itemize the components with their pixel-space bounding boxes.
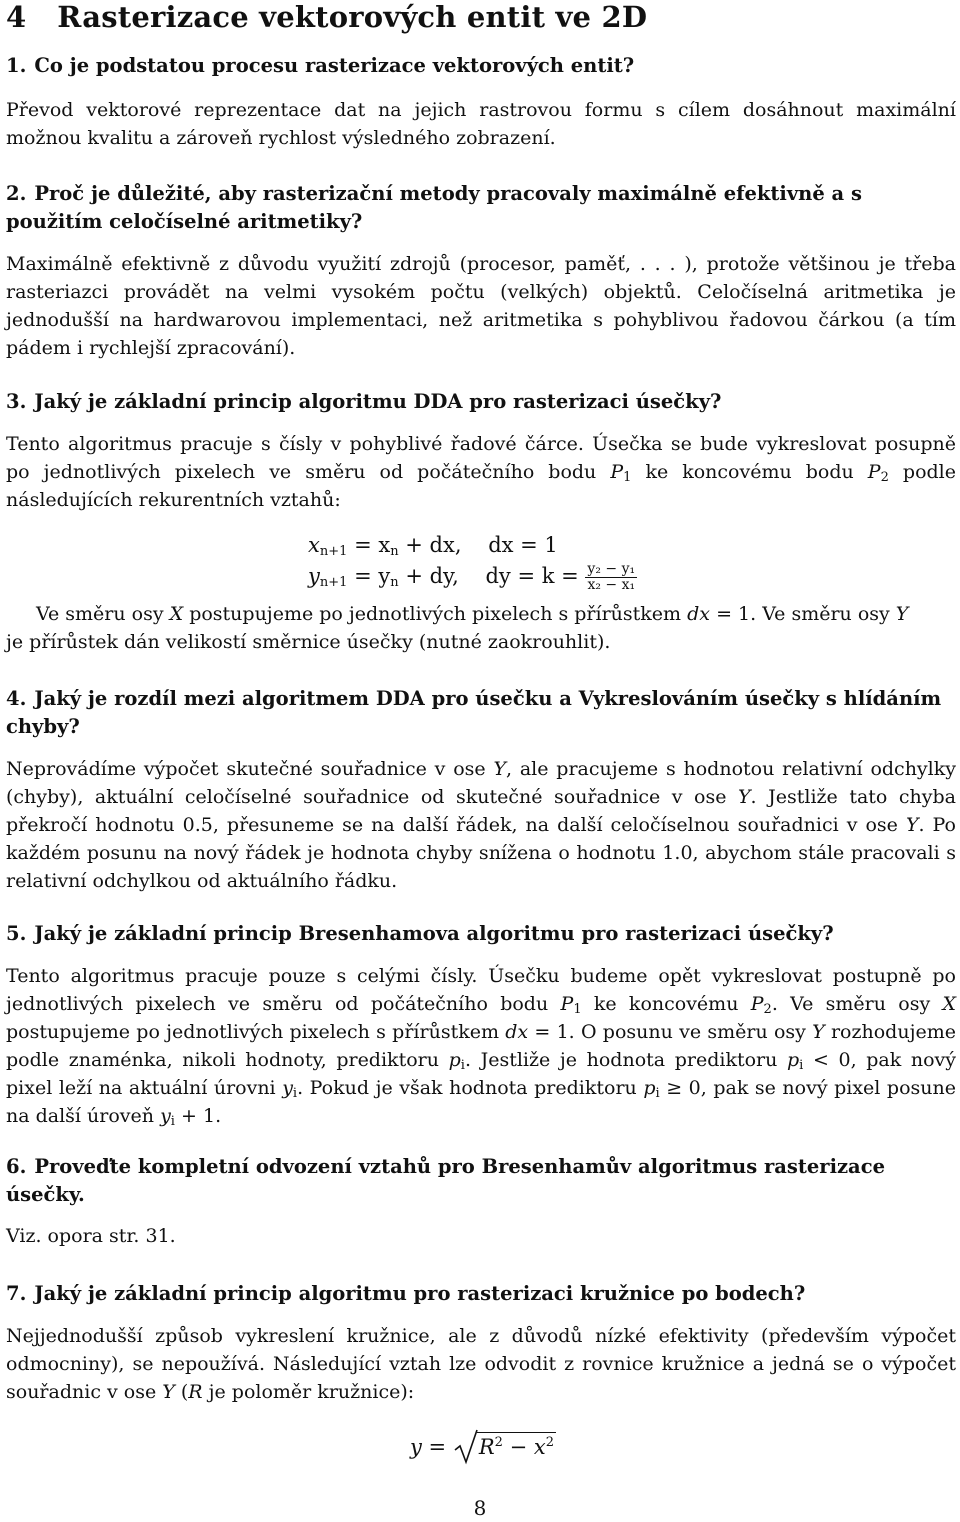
answer-5-text-k: + 1. [181,1105,222,1127]
answer-2 [6,250,956,362]
r-symbol: R [188,1381,203,1403]
sqrt-radicand [477,1432,556,1459]
eq2-lhs: y [308,564,320,588]
section-number: 4 [6,0,27,34]
answer-3-follow [36,600,956,628]
question-2-number: 2. [6,182,27,205]
eq1-rest: + dx, dx = 1 [405,533,558,557]
answer-4-text-c: . Jestliže tato chyba překročí hodnotu 0.5, přesuneme se na další řádek, na další celočíselnou souřadnici v ose [6,786,956,836]
yi-symbol-2: y [160,1105,171,1127]
circle-eq-lhs: y = [410,1435,447,1459]
circle-eq-r: R [478,1435,495,1459]
answer-7-paren: ( [180,1381,189,1403]
question-2-text: Proč je důležité, aby rasterizační metody pracovaly maximálně efektivně a s použitím celočíselné aritmetiky? [6,182,862,233]
answer-4-text-a: Neprovádíme výpočet skutečné souřadnice v ose [6,758,486,780]
p2-symbol: P [867,461,881,483]
y-symbol-q7: Y [162,1381,175,1403]
eq1-lhs: x [308,533,320,557]
question-6 [6,1153,956,1209]
p1-symbol-q5: P [560,993,574,1015]
p1-symbol: P [610,461,624,483]
answer-1 [6,96,956,152]
question-7-text: Jaký je základní princip algoritmu pro rasterizaci kružnice po bodech? [34,1282,806,1305]
answer-5-text-f: rozhodujeme podle znaménka, nikoli hodnoty, prediktoru [6,1021,956,1071]
answer-5-text-a: Tento algoritmus pracuje pouze s celými čísly. Úsečku budeme opět vykreslovat postupně po jednotlivých pixelech ve směru od počátečního bodu [6,965,956,1015]
question-4-number: 4. [6,687,27,710]
answer-1-text: Převod vektorové reprezentace dat na jejich rastrovou formu s cílem dosáhnout maximální možnou kvalitu a zároveň rychlost výsledného zobrazení. [6,99,956,149]
circle-eq-r-sup: 2 [494,1435,503,1450]
answer-3-follow-2 [6,628,956,656]
question-1 [6,52,956,80]
y-symbol-q5: Y [812,1021,825,1043]
follow-text-c: = 1. Ve směru osy [716,603,890,625]
eq1-rhs-sub: n [390,544,399,559]
answer-5-text-i: . Pokud je však hodnota prediktoru [297,1077,637,1099]
question-5-text: Jaký je základní princip Bresenhamova algoritmu pro rasterizaci úsečky? [34,922,834,945]
follow-text-b: postupujeme po jednotlivých pixelech s přírůstkem [189,603,682,625]
p1-sub: 1 [623,470,632,485]
eq2-rhs-sub: n [390,575,399,590]
answer-6-text: Viz. opora str. 31. [6,1225,176,1247]
pi-symbol-3: p [643,1077,656,1099]
answer-4-text-b: , ale pracujeme s hodnotou relativní odchylky (chyby), aktuální celočíselné souřadnice od skutečné souřadnice v ose [6,758,956,808]
p2-sub-q5: 2 [763,1002,772,1017]
answer-6 [6,1222,956,1250]
answer-3 [6,430,956,514]
x-symbol-q5: X [942,993,957,1015]
eq2-rhs: = y [354,564,391,588]
answer-7 [6,1322,956,1406]
pi-symbol-2: p [786,1049,800,1071]
yi-symbol-1: y [282,1077,293,1099]
circle-eq-minus: − [509,1435,528,1459]
question-6-number: 6. [6,1155,27,1178]
answer-3-text-b: ke koncovému bodu [645,461,854,483]
dx-symbol-q5: dx [505,1021,529,1043]
answer-5-text-h: < 0, pak nový pixel leží na aktuální úrovni [6,1049,956,1099]
answer-5 [6,962,956,1130]
question-7-number: 7. [6,1282,27,1305]
section-heading [6,0,647,34]
follow-y: Y [895,603,909,625]
answer-3-text-a: Tento algoritmus pracuje s čísly v pohyblivé řadové čárce. Úsečka se bude vykreslovat posupně po jednotlivých pixelech ve směru od počátečního bodu [6,433,956,483]
question-5 [6,920,956,948]
answer-7-text-a: Nejjednodušší způsob vykreslení kružnice, ale z důvodů nízké efektivity (především výpočet odmocniny), se nepoužívá. Následující vztah lze odvodit z rovnice kružnice a jedná se o výpočet souřadnic v ose [6,1325,956,1403]
question-3-text: Jaký je základní princip algoritmu DDA pro rasterizaci úsečky? [34,390,722,413]
answer-7-text-c: je poloměr kružnice): [208,1381,415,1403]
circle-eq-x-sup: 2 [545,1435,555,1450]
eq1-rhs: = x [354,533,391,557]
follow-text-a: Ve směru osy [36,603,164,625]
yi-sub-2: i [170,1114,175,1129]
pi-sub-2: i [799,1058,804,1073]
answer-5-text-g: . Jestliže je hodnota prediktoru [464,1049,778,1071]
answer-5-text-c: . Ve směru osy [771,993,931,1015]
eq2-rest: + dy, dy = k = [405,564,579,588]
answer-5-text-d: postupujeme po jednotlivých pixelech s přírůstkem [6,1021,499,1043]
y-symbol-1: Y [493,758,506,780]
circle-eq-x: x [533,1435,546,1459]
p1-sub-q5: 1 [573,1002,582,1017]
dda-equation-x [308,533,558,557]
answer-2-text: Maximálně efektivně z důvodu využití zdrojů (procesor, paměť, . . . ), protože většinou je třeba rasteriazci provádět na velmi vysokém počtu (velkých) objektů. Celočíselná aritmetika je jednodušší na hardwarovou implementaci, než aritmetika s pohyblivou řadovou čárkou (a tím pádem i rychlejší zpracování). [6,253,956,359]
eq2-lhs-sub: n+1 [319,575,348,590]
follow-dx: dx [687,603,711,625]
section-title: Rasterizace vektorových entit ve 2D [57,0,648,34]
question-3 [6,388,956,416]
slope-numerator: y₂ − y₁ [587,561,636,577]
yi-sub-1: i [292,1086,298,1101]
question-3-number: 3. [6,390,27,413]
p2-sub: 2 [880,470,889,485]
question-1-text: Co je podstatou procesu rasterizace vektorových entit? [34,54,635,77]
follow-x: X [169,603,184,625]
dda-equation-y [308,562,637,593]
answer-5-text-j: ≥ 0, pak se nový pixel posune na další úroveň [6,1077,956,1127]
question-4 [6,685,956,741]
sqrt-radical-icon [453,1428,479,1466]
question-6-text: Proveďte kompletní odvození vztahů pro Bresenhamův algoritmus rasterizace úsečky. [6,1155,885,1206]
pi-sub-3: i [655,1086,660,1101]
y-symbol-3: Y [905,814,919,836]
p2-symbol-q5: P [750,993,764,1015]
slope-denominator: x₂ − x₁ [587,577,636,593]
answer-4 [6,755,956,895]
circle-equation [410,1428,556,1466]
answer-5-text-b: ke koncovému [593,993,739,1015]
pi-sub-1: i [460,1058,465,1073]
question-7 [6,1280,956,1308]
follow-text-d: je přírůstek dán velikostí směrnice úsečky (nutné zaokrouhlit). [6,631,611,653]
page-number: 8 [473,1496,487,1520]
slope-fraction [585,562,637,593]
answer-4-text-d: . Po každém posunu na nový řádek je hodnota chyby snížena o hodnotu 1.0, abychom stále pracovali s relativní odchylkou od aktuálního řádku. [6,814,956,892]
question-2 [6,180,956,236]
answer-5-text-e: = 1. O posunu ve směru osy [534,1021,806,1043]
question-1-number: 1. [6,54,27,77]
y-symbol-2: Y [738,786,751,808]
question-4-text: Jaký je rozdíl mezi algoritmem DDA pro úsečku a Vykreslováním úsečky s hlídáním chyby? [6,687,942,738]
pi-symbol-1: p [448,1049,461,1071]
eq1-lhs-sub: n+1 [319,544,348,559]
answer-3-text-c: podle následujících rekurentních vztahů: [6,461,956,511]
question-5-number: 5. [6,922,27,945]
